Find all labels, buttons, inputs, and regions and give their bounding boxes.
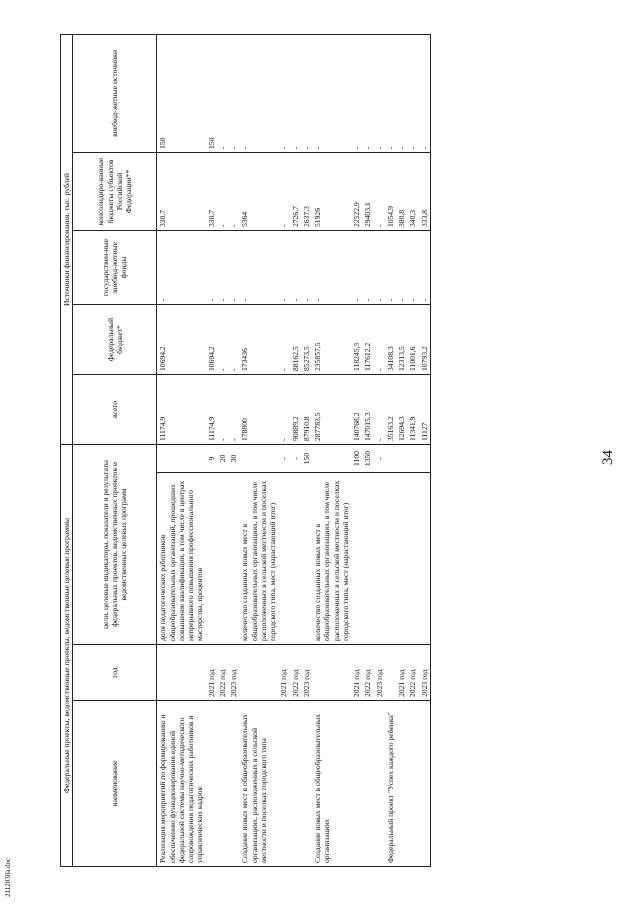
- row-funds: -: [157, 230, 206, 304]
- row-funds: -: [206, 230, 217, 304]
- row-name: Создание новых мест в общеобразовательных организациях: [312, 701, 351, 867]
- row-total: -: [278, 374, 289, 444]
- table-row: [407, 34, 418, 866]
- row-total: 11174,9: [157, 374, 206, 444]
- table-row: [157, 34, 206, 866]
- row-total: 87910,8: [301, 374, 312, 444]
- row-funds: -: [217, 230, 228, 304]
- row-funds: -: [374, 230, 385, 304]
- row-year: [239, 645, 278, 701]
- row-total: 11174,9: [206, 374, 217, 444]
- table-body: [157, 34, 431, 866]
- row-regional: -: [374, 152, 385, 230]
- table-row: [217, 34, 228, 866]
- row-federal: 12313,5: [396, 304, 407, 374]
- header-federal-budget: федеральный бюджет*: [73, 304, 157, 374]
- row-goal: доля педагогических работников общеобразовательных организаций, прошедших повышение квалификации, в том числе в центрах непрерывного повышения профессионального мастерства, процентов: [157, 473, 206, 645]
- row-year: 2021 год: [396, 645, 407, 701]
- page-number: 34: [600, 450, 616, 465]
- row-extra: 150: [206, 34, 217, 152]
- row-goal: [362, 473, 373, 645]
- row-name: [217, 701, 228, 867]
- row-goal: [351, 473, 362, 645]
- row-extra: -: [278, 34, 289, 152]
- row-regional: 22522,9: [351, 152, 362, 230]
- header-goals: цели, целевые индикаторы, показатели и результаты федеральных проектов, ведомственных проектов и ведомственных целевых программ: [73, 444, 157, 644]
- row-extra: -: [312, 34, 351, 152]
- table-row: [228, 34, 239, 866]
- row-federal: 235857,5: [312, 304, 351, 374]
- table-row: [301, 34, 312, 866]
- row-funds: -: [419, 230, 431, 304]
- row-year: 2022 год: [217, 645, 228, 701]
- row-funds: -: [385, 230, 396, 304]
- footer-code: 2112030a.doc: [4, 857, 12, 897]
- row-goal: [228, 473, 239, 645]
- table-row: [419, 34, 431, 866]
- row-extra: -: [301, 34, 312, 152]
- table-row: [312, 34, 351, 866]
- header-extra-sources: внебюд-жетные источники: [73, 34, 157, 152]
- row-federal: 10694,2: [206, 304, 217, 374]
- row-name: [407, 701, 418, 867]
- row-extra: -: [239, 34, 278, 152]
- row-name: [374, 701, 385, 867]
- row-federal: -: [217, 304, 228, 374]
- row-extra: -: [419, 34, 431, 152]
- row-goal: [385, 473, 396, 645]
- row-total: 11341,9: [407, 374, 418, 444]
- row-name: [290, 701, 301, 867]
- row-regional: 380,8: [396, 152, 407, 230]
- row-indicator: [312, 444, 351, 472]
- row-name: Создание новых мест в общеобразовательных организациях, расположенных в сельской местности и поселках городского типа: [239, 701, 278, 867]
- row-federal: -: [374, 304, 385, 374]
- row-federal: 34108,3: [385, 304, 396, 374]
- row-regional: 340,3: [407, 152, 418, 230]
- row-goal: [278, 473, 289, 645]
- row-federal: 118245,3: [351, 304, 362, 374]
- row-regional: 2637,3: [301, 152, 312, 230]
- row-indicator: [385, 444, 396, 472]
- row-regional: 1054,9: [385, 152, 396, 230]
- row-year: 2021 год: [206, 645, 217, 701]
- row-goal: [407, 473, 418, 645]
- table-row: [239, 34, 278, 866]
- row-indicator: 1350: [362, 444, 373, 472]
- row-name: [362, 701, 373, 867]
- row-extra: 150: [157, 34, 206, 152]
- row-total: 140768,2: [351, 374, 362, 444]
- row-total: 90889,2: [290, 374, 301, 444]
- row-total: 287783,5: [312, 374, 351, 444]
- row-year: 2023 год: [374, 645, 385, 701]
- table-row: [278, 34, 289, 866]
- table-row: [290, 34, 301, 866]
- row-name: [278, 701, 289, 867]
- row-year: 2023 год: [419, 645, 431, 701]
- row-regional: 51926: [312, 152, 351, 230]
- row-regional: -: [217, 152, 228, 230]
- header-programs: Федеральные проекты, ведомственные проекты, ведомственные целевые программы: [61, 444, 73, 866]
- row-indicator: 150: [301, 444, 312, 472]
- row-extra: -: [396, 34, 407, 152]
- row-total: 147015,3: [362, 374, 373, 444]
- row-funds: -: [228, 230, 239, 304]
- row-regional: 5364: [239, 152, 278, 230]
- table-row: [362, 34, 373, 866]
- header-regional-budgets: консолидиро-ванные бюджеты субъектов Российской Федерации**: [73, 152, 157, 230]
- row-federal: 10694,2: [157, 304, 206, 374]
- table-row: [385, 34, 396, 866]
- row-indicator: 30: [228, 444, 239, 472]
- row-name: [228, 701, 239, 867]
- row-total: 11127: [419, 374, 431, 444]
- row-funds: -: [239, 230, 278, 304]
- table-row: [351, 34, 362, 866]
- row-extra: -: [217, 34, 228, 152]
- table-row: [396, 34, 407, 866]
- row-extra: -: [407, 34, 418, 152]
- row-goal: [301, 473, 312, 645]
- row-federal: 117612,2: [362, 304, 373, 374]
- row-funds: -: [301, 230, 312, 304]
- row-extra: -: [374, 34, 385, 152]
- row-total: -: [228, 374, 239, 444]
- row-year: 2023 год: [301, 645, 312, 701]
- row-year: 2022 год: [290, 645, 301, 701]
- row-name: [301, 701, 312, 867]
- row-federal: 11001,6: [407, 304, 418, 374]
- row-federal: 88162,5: [290, 304, 301, 374]
- row-goal: [374, 473, 385, 645]
- row-indicator: [239, 444, 278, 472]
- row-total: 178800: [239, 374, 278, 444]
- row-extra: -: [362, 34, 373, 152]
- row-year: 2022 год: [362, 645, 373, 701]
- header-total: всего: [73, 374, 157, 444]
- row-indicator: 20: [217, 444, 228, 472]
- row-regional: -: [228, 152, 239, 230]
- header-financing: Источники финансирования, тыс. рублей: [61, 34, 73, 444]
- row-name: Федеральный проект "Успех каждого ребенка": [385, 701, 396, 867]
- row-funds: -: [362, 230, 373, 304]
- row-indicator: [157, 444, 206, 472]
- row-goal: количество созданных новых мест в общеобразовательных организациях, в том числе расположенных в сельской местности и поселках городского типа, мест (нарастающий итог): [239, 473, 278, 645]
- row-extra: -: [351, 34, 362, 152]
- row-extra: -: [385, 34, 396, 152]
- row-indicator: -: [290, 444, 301, 472]
- row-year: [312, 645, 351, 701]
- row-goal: [206, 473, 217, 645]
- row-year: 2021 год: [278, 645, 289, 701]
- row-federal: -: [228, 304, 239, 374]
- row-federal: 10793,2: [419, 304, 431, 374]
- row-total: 35163,2: [385, 374, 396, 444]
- row-funds: -: [312, 230, 351, 304]
- header-year: год: [73, 645, 157, 701]
- row-goal: [290, 473, 301, 645]
- row-regional: -: [278, 152, 289, 230]
- row-name: Реализация мероприятий по формированию и обеспечению функционирования единой федеральной системы научно-методического сопровождения педагогических работников и управленческих кадров: [157, 701, 206, 867]
- row-goal: [217, 473, 228, 645]
- table-row: [206, 34, 217, 866]
- row-name: [206, 701, 217, 867]
- row-regional: 29403,1: [362, 152, 373, 230]
- row-regional: 2726,7: [290, 152, 301, 230]
- row-indicator: -: [278, 444, 289, 472]
- row-total: -: [217, 374, 228, 444]
- row-regional: 330,7: [206, 152, 217, 230]
- row-goal: [419, 473, 431, 645]
- row-name: [396, 701, 407, 867]
- row-indicator: [407, 444, 418, 472]
- row-year: [157, 645, 206, 701]
- row-funds: -: [290, 230, 301, 304]
- row-federal: 173436: [239, 304, 278, 374]
- header-name: наименование: [73, 701, 157, 867]
- row-year: 2022 год: [407, 645, 418, 701]
- row-name: [419, 701, 431, 867]
- row-indicator: -: [374, 444, 385, 472]
- row-year: 2023 год: [228, 645, 239, 701]
- row-total: 12694,3: [396, 374, 407, 444]
- row-regional: 333,8: [419, 152, 431, 230]
- row-funds: -: [396, 230, 407, 304]
- row-indicator: [419, 444, 431, 472]
- row-year: [385, 645, 396, 701]
- header-state-funds: государствен-ные внебюд-жетные фонды: [73, 230, 157, 304]
- row-federal: -: [278, 304, 289, 374]
- row-funds: -: [278, 230, 289, 304]
- row-federal: 85273,5: [301, 304, 312, 374]
- row-indicator: 9: [206, 444, 217, 472]
- row-name: [351, 701, 362, 867]
- row-total: -: [374, 374, 385, 444]
- row-extra: -: [228, 34, 239, 152]
- row-indicator: [396, 444, 407, 472]
- row-funds: -: [351, 230, 362, 304]
- table-row: [374, 34, 385, 866]
- row-year: 2021 год: [351, 645, 362, 701]
- row-indicator: 1100: [351, 444, 362, 472]
- financing-table: [60, 34, 431, 867]
- row-goal: количество созданных новых мест в общеобразовательных организациях, в том числе расположенных в сельской местности и поселках городского типа, мест (нарастающий итог): [312, 473, 351, 645]
- row-extra: -: [290, 34, 301, 152]
- row-funds: -: [407, 230, 418, 304]
- row-regional: 330,7: [157, 152, 206, 230]
- row-goal: [396, 473, 407, 645]
